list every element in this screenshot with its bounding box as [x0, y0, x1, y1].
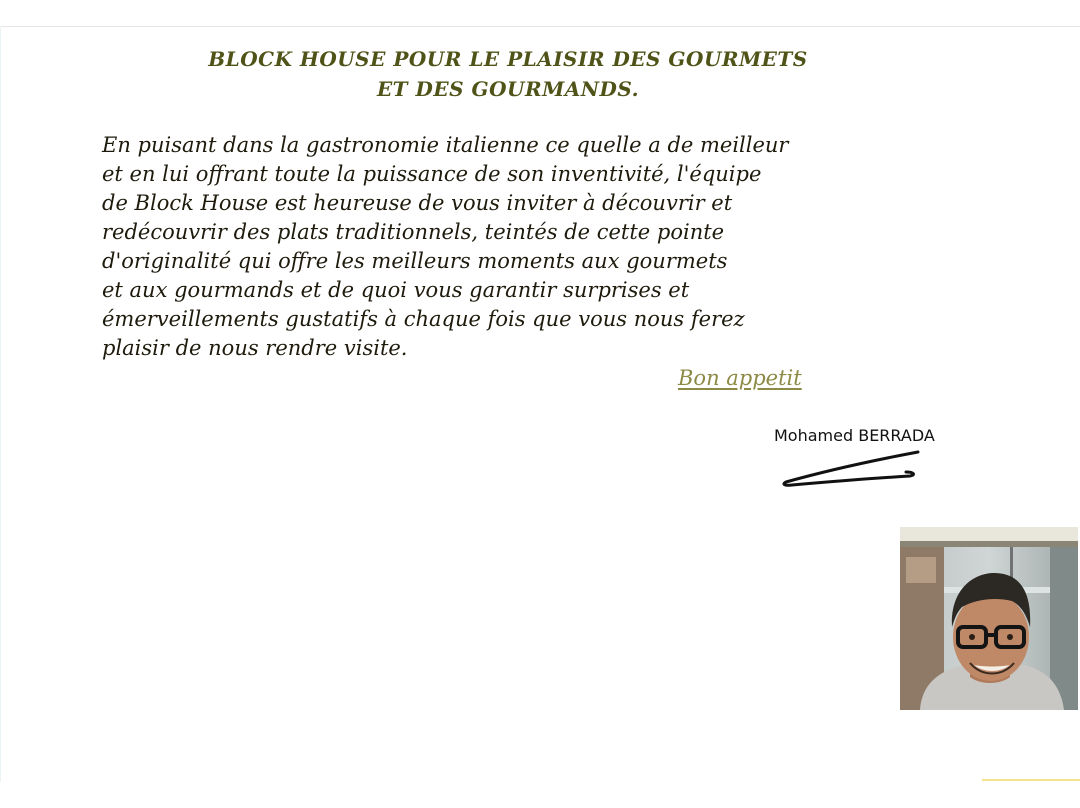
top-divider — [0, 26, 1080, 27]
signature-icon — [776, 446, 926, 490]
title-line-2: ET DES GOURMANDS. — [376, 77, 640, 101]
paragraph-line: de Block House est heureuse de vous inviter à découvrir et — [102, 191, 733, 215]
portrait-photo-icon — [900, 527, 1078, 710]
page-title — [150, 44, 866, 104]
paragraph-line: émerveillements gustatifs à chaque fois que vous nous ferez — [102, 307, 745, 331]
bottom-accent-line — [982, 779, 1080, 781]
paragraph-line: plaisir de nous rendre visite. — [102, 336, 408, 360]
paragraph-line: En puisant dans la gastronomie italienne ce quelle a de meilleur — [102, 133, 789, 157]
author-name: Mohamed BERRADA — [774, 426, 935, 445]
paragraph-line: d'originalité qui offre les meilleurs moments aux gourmets — [102, 249, 728, 273]
intro-paragraph — [102, 131, 862, 363]
paragraph-line: redécouvrir des plats traditionnels, teintés de cette pointe — [102, 220, 725, 244]
closing-link[interactable]: Bon appetit — [678, 366, 802, 390]
paragraph-line: et en lui offrant toute la puissance de son inventivité, l'équipe — [102, 162, 762, 186]
left-border — [0, 26, 1, 782]
title-line-1: BLOCK HOUSE POUR LE PLAISIR DES GOURMETS — [208, 47, 808, 71]
paragraph-line: et aux gourmands et de quoi vous garantir surprises et — [102, 278, 690, 302]
